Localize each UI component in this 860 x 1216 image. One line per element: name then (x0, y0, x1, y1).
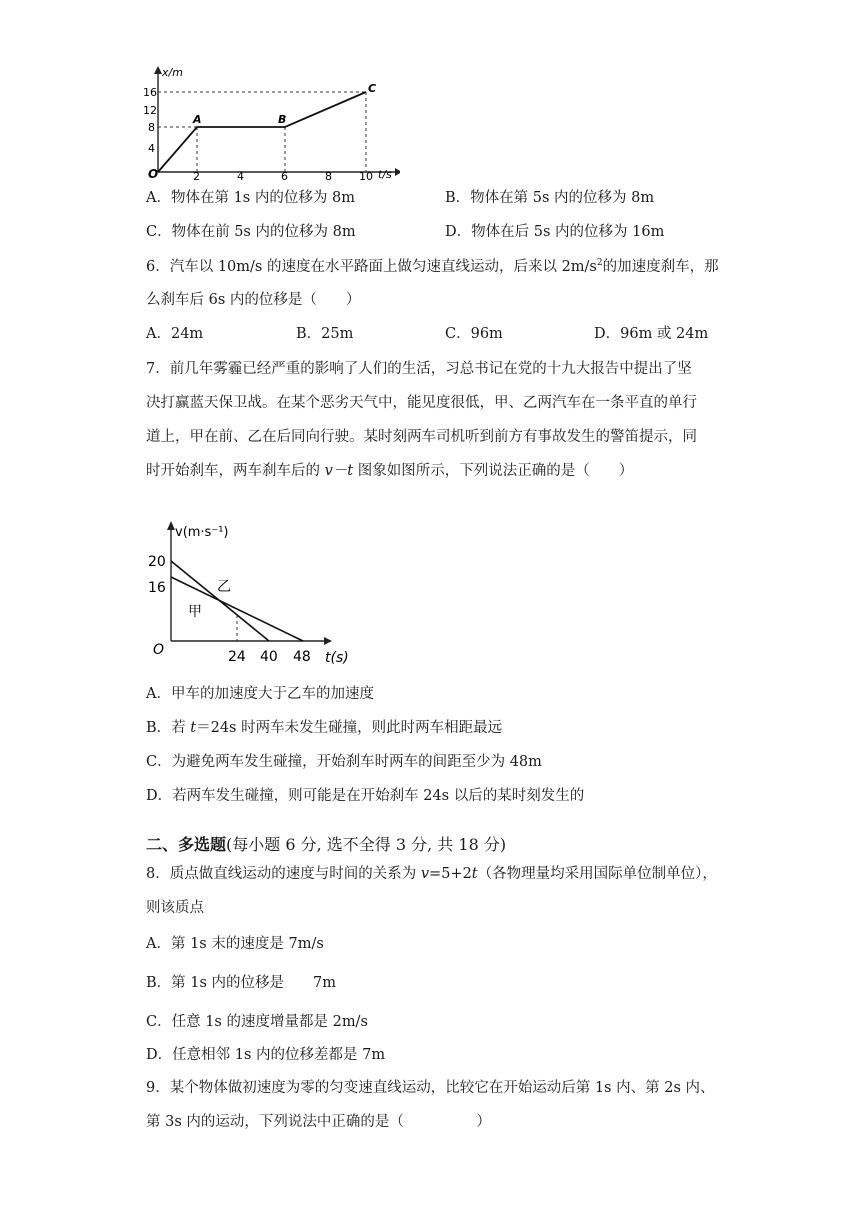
q7-stem-line4: 时开始刹车，两车刹车后的 v－t 图象如图所示，下列说法正确的是（ ） (146, 463, 634, 479)
point-label: A (193, 113, 202, 126)
q8-option-c: C．任意 1s 的速度增量都是 2m/s (146, 1014, 368, 1030)
q6-option-a: A．24m (146, 326, 204, 342)
q5-option-a: A．物体在第 1s 内的位移为 8m (146, 190, 355, 206)
x-tick: 24 (228, 649, 246, 665)
point-label: C (368, 82, 377, 95)
x-tick: 10 (359, 170, 373, 180)
q7-stem-line1: 7．前几年雾霾已经严重的影响了人们的生活，习总书记在党的十九大报告中提出了坚 (146, 361, 692, 377)
q5-option-c: C．物体在前 5s 内的位移为 8m (146, 224, 356, 240)
origin-label: O (153, 642, 165, 658)
v-t-graph (145, 518, 360, 668)
q8-option-a: A．第 1s 末的速度是 7m/s (146, 936, 324, 952)
q8-option-d: D．任意相邻 1s 内的位移差都是 7m (146, 1047, 386, 1063)
x-tick: 40 (260, 649, 278, 665)
x-tick: 48 (293, 649, 311, 665)
q5-option-b: B．物体在第 5s 内的位移为 8m (445, 190, 655, 206)
y-axis-label: v(m·s⁻¹) (175, 525, 229, 540)
q7-option-d: D．若两车发生碰撞，则可能是在开始刹车 24s 以后的某时刻发生的 (146, 788, 585, 804)
y-tick: 4 (148, 142, 155, 155)
y-tick: 8 (148, 121, 155, 134)
x-tick: 6 (281, 170, 288, 180)
q7-stem-line3: 道上，甲在前、乙在后同向行驶。某时刻两车司机听到前方有事故发生的警笛提示，同 (146, 429, 697, 445)
q8-option-b: B．第 1s 内的位移是 7m (146, 975, 337, 991)
q9-stem-line1: 9．某个物体做初速度为零的匀变速直线运动，比较它在开始运动后第 1s 内、第 2s 内、 (146, 1080, 715, 1096)
q6-stem-line2: 么刹车后 6s 内的位移是（ ） (146, 292, 361, 308)
y-axis-label: x/m (162, 66, 183, 79)
x-tick: 8 (325, 170, 332, 180)
series-label: 乙 (217, 579, 231, 595)
y-tick: 16 (143, 86, 157, 99)
q6-option-b: B．25m (296, 326, 354, 342)
q8-stem-line1: 8．质点做直线运动的速度与时间的关系为 v=5+2t（各物理量均采用国际单位制单位）， (146, 866, 717, 882)
q5-option-d: D．物体在后 5s 内的位移为 16m (445, 224, 665, 240)
y-arrow-icon (154, 66, 162, 74)
series-label: 甲 (188, 604, 202, 620)
x-tick: 2 (193, 170, 200, 180)
y-tick: 12 (143, 104, 157, 117)
q6-option-c: C．96m (445, 326, 503, 342)
q9-stem-line2: 第 3s 内的运动，下列说法中正确的是（ ） (146, 1114, 491, 1130)
y-tick: 16 (148, 580, 166, 596)
y-arrow-icon (167, 521, 175, 530)
x-tick: 4 (237, 170, 244, 180)
x-axis-label: t(s) (325, 650, 349, 666)
q7-option-a: A．甲车的加速度大于乙车的加速度 (146, 686, 374, 702)
q6-stem-line1: 6．汽车以 10m/s 的速度在水平路面上做匀速直线运动，后来以 $2m/s^2$的加速度刹车，那 (146, 258, 719, 275)
point-label: B (278, 113, 287, 126)
x-axis-label: t/s (378, 168, 392, 180)
x-t-line (158, 92, 366, 172)
x-t-graph (140, 62, 400, 180)
x-arrow-icon (395, 168, 400, 176)
q8-stem-line2: 则该质点 (146, 900, 204, 916)
origin-label: O (148, 167, 159, 180)
section-heading: 二、多选题(每小题 6 分, 选不全得 3 分, 共 18 分) (146, 835, 507, 854)
q6-option-d: D．96m 或 24m (594, 326, 709, 342)
y-tick: 20 (148, 554, 166, 570)
q7-option-b: B．若 t＝24s 时两车未发生碰撞，则此时两车相距最远 (146, 720, 503, 736)
x-arrow-icon (324, 637, 332, 645)
q7-option-c: C．为避免两车发生碰撞，开始刹车时两车的间距至少为 48m (146, 754, 542, 770)
q7-stem-line2: 决打赢蓝天保卫战。在某个恶劣天气中，能见度很低，甲、乙两汽车在一条平直的单行 (146, 395, 697, 411)
